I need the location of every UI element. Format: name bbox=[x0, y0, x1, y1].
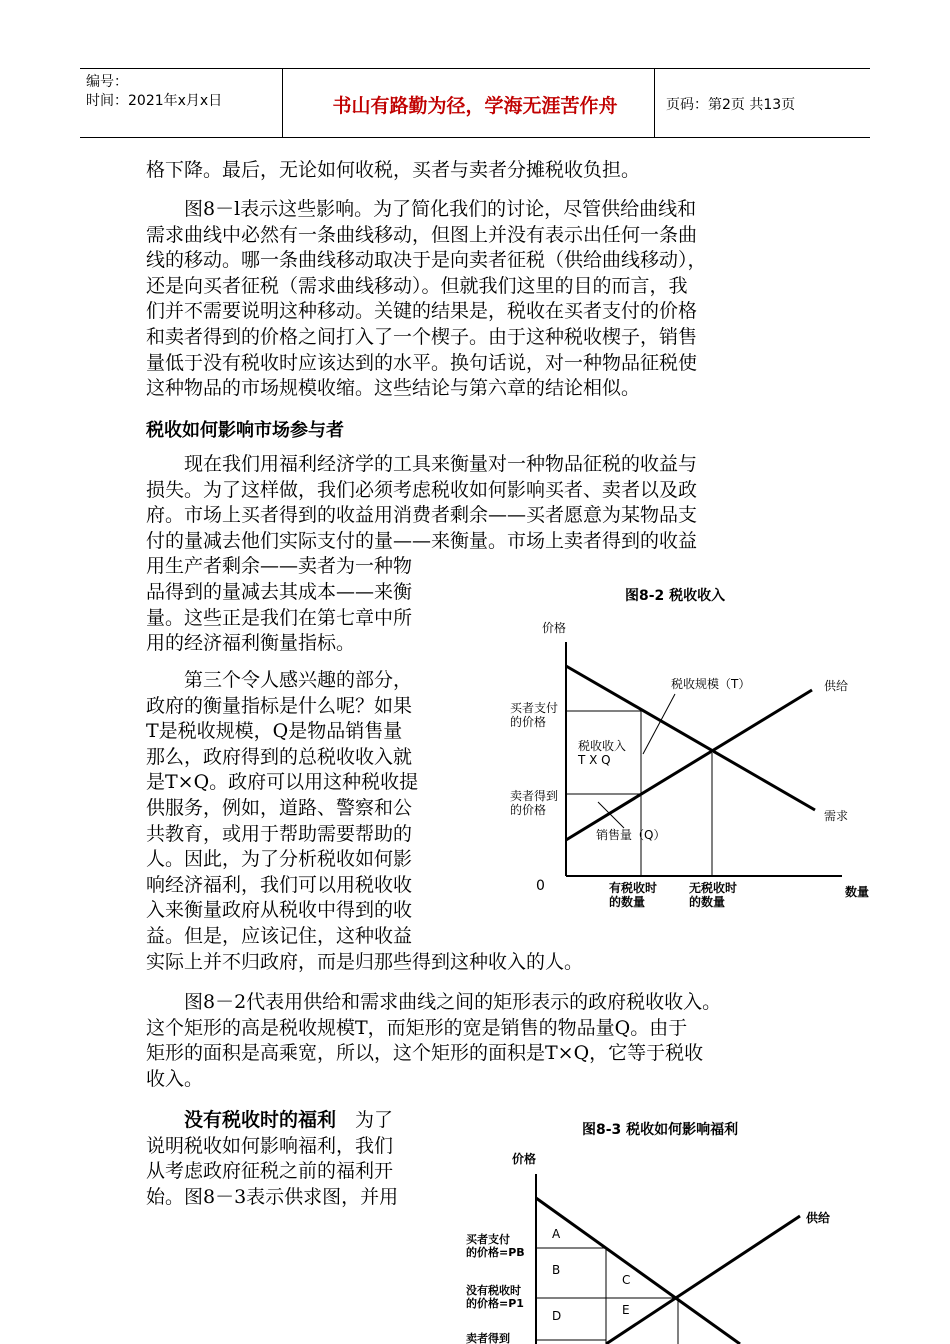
motto: 书山有路勤为径，学海无涯苦作舟 bbox=[332, 95, 618, 117]
tax-size-pointer bbox=[643, 694, 675, 754]
supply-label: 供给 bbox=[806, 1211, 831, 1225]
text-line: 付的量减去他们实际支付的量——来衡量。市场上卖者得到的收益 bbox=[146, 529, 698, 552]
quantity-sold-label: 销售量（Q） bbox=[596, 828, 666, 842]
text-line: 响经济福利，我们可以用税收收 bbox=[146, 873, 413, 896]
text-line: 人。因此，为了分析税收如何影 bbox=[146, 848, 413, 871]
text-line: 供服务，例如，道路、警察和公 bbox=[146, 796, 413, 819]
header-divider bbox=[654, 69, 655, 137]
header-divider bbox=[282, 69, 283, 137]
text-line: 量低于没有税收时应该达到的水平。换句话说，对一种物品征税使 bbox=[146, 351, 698, 374]
text-line: 们并不需要说明这种移动。关键的结果是，税收在买者支付的价格 bbox=[146, 300, 698, 323]
demand-label: 需求 bbox=[824, 809, 849, 823]
text-line: 现在我们用福利经济学的工具来衡量对一种物品征税的收益与 bbox=[146, 453, 698, 475]
x-axis-label: 数量 bbox=[845, 885, 870, 899]
supply-curve bbox=[606, 1216, 800, 1344]
subheading: 没有税收时的福利 bbox=[184, 1109, 337, 1131]
text-line: 入来衡量政府从税收中得到的收 bbox=[146, 899, 413, 922]
supply-label: 供给 bbox=[824, 679, 849, 693]
area-label: D bbox=[552, 1309, 562, 1323]
area-label: A bbox=[552, 1227, 561, 1241]
text-line bbox=[146, 1108, 398, 1134]
text-line: 这种物品的市场规模收缩。这些结论与第六章的结论相似。 bbox=[146, 377, 641, 400]
text-line: 为了 bbox=[355, 1109, 394, 1131]
y-axis-label: 价格 bbox=[512, 1152, 537, 1166]
seller-price-label: 卖者得到的价格 bbox=[510, 789, 559, 817]
text-line: 和卖者得到的价格之间打入了一个楔子。由于这种税收楔子，销售 bbox=[146, 325, 698, 348]
origin-label: 0 bbox=[536, 878, 545, 894]
area-label: E bbox=[622, 1303, 630, 1317]
text-line: 这个矩形的高是税收规模T，而矩形的宽是销售的物品量Q。由于 bbox=[146, 1016, 688, 1039]
header-meta bbox=[86, 73, 222, 111]
area-label: C bbox=[622, 1273, 631, 1287]
text-line: 收入。 bbox=[146, 1067, 204, 1090]
buyer-price-label: 买者支付的价格 bbox=[510, 701, 559, 729]
qty-without-tax-label: 无税收时的数量 bbox=[689, 881, 738, 909]
text-line: 第三个令人感兴趣的部分， bbox=[146, 669, 413, 691]
buyer-price-label: 买者支付的价格=PB bbox=[466, 1233, 525, 1259]
text-line: 府。市场上买者得到的收益用消费者剩余——买者愿意为某物品支 bbox=[146, 504, 698, 527]
tax-revenue-label: 税收收入 T X Q bbox=[578, 739, 627, 767]
y-axis-label: 价格 bbox=[542, 621, 567, 635]
text-line: 那么，政府得到的总税收收入就 bbox=[146, 745, 413, 768]
text-line: 图8－2代表用供给和需求曲线之间的矩形表示的政府税收收入。 bbox=[146, 991, 722, 1013]
paragraph-6 bbox=[146, 1108, 398, 1210]
qty-with-tax-label: 有税收时的数量 bbox=[609, 881, 658, 909]
page-header bbox=[80, 68, 870, 138]
seller-price-label: 卖者得到 bbox=[466, 1332, 510, 1344]
text-line: 共教育，或用于帮助需要帮助的 bbox=[146, 822, 413, 845]
number-label: 编号： bbox=[86, 74, 128, 90]
paragraph-5 bbox=[146, 990, 721, 1092]
text-line: 损失。为了这样做，我们必须考虑税收如何影响买者、卖者以及政 bbox=[146, 478, 698, 501]
text-line: 格下降。最后，无论如何收税，买者与卖者分摊税收负担。 bbox=[146, 159, 641, 181]
text-line: T是税收规模，Q是物品销售量 bbox=[146, 720, 403, 743]
text-line: 用的经济福利衡量指标。 bbox=[146, 632, 356, 655]
text-line: 量。这些正是我们在第七章中所 bbox=[146, 606, 413, 629]
text-line: 线的移动。哪一条曲线移动取决于是向卖者征税（供给曲线移动）， bbox=[146, 249, 707, 272]
paragraph-1 bbox=[146, 158, 640, 184]
tax-size-label: 税收规模（T） bbox=[671, 677, 751, 691]
area-label: B bbox=[552, 1263, 561, 1277]
text-line: 是T×Q。政府可以用这种税收提 bbox=[146, 771, 419, 794]
text-line: 矩形的面积是高乘宽，所以，这个矩形的面积是T×Q，它等于税收 bbox=[146, 1042, 704, 1065]
figure-title: 图8-3 税收如何影响福利 bbox=[582, 1122, 739, 1138]
figure-8-2 bbox=[490, 578, 880, 923]
text-line: 图8－l表示这些影响。为了简化我们的讨论，尽管供给曲线和 bbox=[146, 198, 697, 220]
text-line: 从考虑政府征税之前的福利开 bbox=[146, 1160, 394, 1183]
text-line: 实际上并不归政府，而是归那些得到这种收入的人。 bbox=[146, 950, 584, 973]
figure-title: 图8-2 税收收入 bbox=[625, 588, 726, 604]
paragraph-2 bbox=[146, 197, 707, 402]
text-line: 始。图8－3表示供求图，并用 bbox=[146, 1185, 399, 1208]
text-line: 益。但是，应该记住，这种收益 bbox=[146, 924, 413, 947]
text-line: 需求曲线中必然有一条曲线移动，但图上并没有表示出任何一条曲 bbox=[146, 223, 698, 246]
section-heading: 税收如何影响市场参与者 bbox=[146, 420, 344, 441]
text-line: 还是向买者征税（需求曲线移动）。但就我们这里的目的而言，我 bbox=[146, 274, 688, 297]
page-info: 页码：第2页 共13页 bbox=[666, 97, 796, 113]
text-line: 说明税收如何影响福利，我们 bbox=[146, 1134, 394, 1157]
no-tax-price-label: 没有税收时的价格=P1 bbox=[466, 1284, 524, 1310]
text-line: 品得到的量减去其成本——来衡 bbox=[146, 580, 413, 603]
date-label: 时间：2021年x月x日 bbox=[86, 93, 223, 109]
figure-8-3 bbox=[460, 1110, 880, 1344]
text-line: 用生产者剩余——卖者为一种物 bbox=[146, 555, 413, 578]
text-line: 政府的衡量指标是什么呢？如果 bbox=[146, 694, 413, 717]
